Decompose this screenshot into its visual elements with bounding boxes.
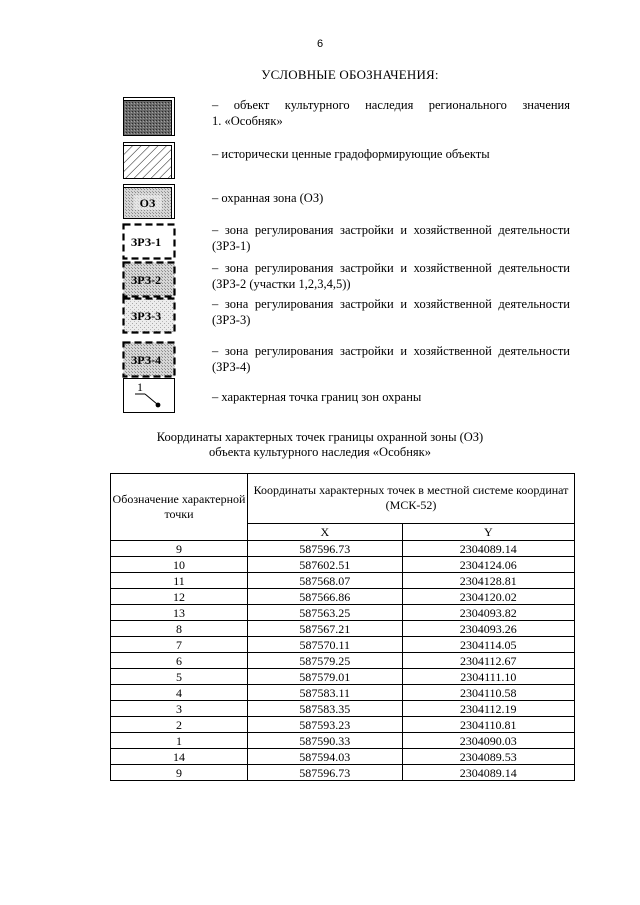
table-row [111, 669, 575, 685]
cell-y: 2304120.02 [402, 589, 574, 605]
zrz-4-label: ЗРЗ-4 [130, 353, 162, 367]
legend-text: (ЗРЗ-2 (участки 1,2,3,4,5)) [212, 277, 351, 291]
legend-text: – зона регулирования застройки и хозяйственной деятельности [212, 223, 570, 237]
table-row [111, 765, 575, 781]
cell-y: 2304112.19 [402, 701, 574, 717]
header-x: X [248, 523, 403, 540]
cell-point: 14 [111, 749, 248, 765]
cell-point: 9 [111, 765, 248, 781]
table-row [111, 749, 575, 765]
legend-text: – зона регулирования застройки и хозяйственной деятельности [212, 297, 570, 311]
cell-point: 10 [111, 557, 248, 573]
zrz-1-symbol [120, 221, 178, 261]
table-row [111, 621, 575, 637]
legend-text: (ЗРЗ-3) [212, 313, 251, 327]
cell-x: 587593.23 [248, 717, 403, 733]
cell-point: 5 [111, 669, 248, 685]
table-row [111, 717, 575, 733]
table-row [111, 637, 575, 653]
cell-y: 2304110.58 [402, 685, 574, 701]
boundary-point-symbol [120, 377, 178, 415]
cell-x: 587602.51 [248, 557, 403, 573]
legend-text: – охранная зона (ОЗ) [212, 191, 324, 205]
cell-point: 8 [111, 621, 248, 637]
cell-point: 4 [111, 685, 248, 701]
protection-zone-symbol [120, 183, 178, 221]
cell-y: 2304124.06 [402, 557, 574, 573]
cell-y: 2304089.53 [402, 749, 574, 765]
header-coords: Координаты характерных точек в местной системе координат (МСК-52) [248, 474, 575, 524]
cell-y: 2304112.67 [402, 653, 574, 669]
cell-point: 11 [111, 573, 248, 589]
zrz-1-label: ЗРЗ-1 [130, 235, 162, 249]
cell-x: 587579.01 [248, 669, 403, 685]
zrz-3-label: ЗРЗ-3 [130, 309, 162, 323]
table-row [111, 733, 575, 749]
zrz-3-symbol [120, 295, 178, 335]
coordinates-table-body [111, 541, 575, 781]
table-row [111, 701, 575, 717]
table-row [111, 557, 575, 573]
cell-point: 9 [111, 541, 248, 557]
cell-point: 7 [111, 637, 248, 653]
cell-point: 12 [111, 589, 248, 605]
legend-text: – характерная точка границ зон охраны [212, 390, 422, 404]
cell-x: 587596.73 [248, 765, 403, 781]
cell-point: 1 [111, 733, 248, 749]
zrz-2-label: ЗРЗ-2 [130, 273, 162, 287]
zrz-2-symbol [120, 259, 178, 299]
cell-y: 2304093.82 [402, 605, 574, 621]
cell-point: 2 [111, 717, 248, 733]
cell-x: 587596.73 [248, 541, 403, 557]
header-y: Y [402, 523, 574, 540]
header-point: Обозначение характерной точки [111, 474, 248, 541]
cell-y: 2304090.03 [402, 733, 574, 749]
table-row [111, 541, 575, 557]
cell-y: 2304110.81 [402, 717, 574, 733]
table-row [111, 685, 575, 701]
cell-x: 587590.33 [248, 733, 403, 749]
cell-x: 587570.11 [248, 637, 403, 653]
legend-text: – зона регулирования застройки и хозяйственной деятельности [212, 344, 570, 358]
legend-text: – зона регулирования застройки и хозяйственной деятельности [212, 261, 570, 275]
coordinates-table [110, 473, 575, 781]
table-row [111, 653, 575, 669]
cell-y: 2304128.81 [402, 573, 574, 589]
legend-text: 1. «Особняк» [212, 114, 283, 128]
legend-title: УСЛОВНЫЕ ОБОЗНАЧЕНИЯ: [261, 67, 439, 82]
cell-point: 6 [111, 653, 248, 669]
table-row [111, 573, 575, 589]
cell-x: 587566.86 [248, 589, 403, 605]
cell-y: 2304089.14 [402, 541, 574, 557]
legend-text: – объект культурного наследия регионального значения [212, 98, 570, 112]
cell-point: 3 [111, 701, 248, 717]
cell-y: 2304111.10 [402, 669, 574, 685]
legend-text: (ЗРЗ-4) [212, 360, 251, 374]
table-row [111, 589, 575, 605]
cell-y: 2304093.26 [402, 621, 574, 637]
cell-x: 587568.07 [248, 573, 403, 589]
coordinates-title [0, 430, 640, 460]
cell-x: 587563.25 [248, 605, 403, 621]
boundary-point-dot [156, 403, 161, 408]
page-number: 6 [316, 38, 324, 50]
cell-y: 2304089.14 [402, 765, 574, 781]
legend-text: – исторически ценные градоформирующие объекты [212, 147, 490, 161]
cell-x: 587567.21 [248, 621, 403, 637]
cell-y: 2304114.05 [402, 637, 574, 653]
legend-text: (ЗРЗ-1) [212, 239, 251, 253]
zrz-4-symbol [120, 339, 178, 379]
cell-x: 587583.11 [248, 685, 403, 701]
cell-x: 587594.03 [248, 749, 403, 765]
cell-x: 587583.35 [248, 701, 403, 717]
coordinates-title-line2: объекта культурного наследия «Особняк» [208, 445, 432, 459]
table-row [111, 605, 575, 621]
heritage-object-symbol [120, 96, 178, 138]
oz-label: ОЗ [139, 196, 156, 210]
cell-point: 13 [111, 605, 248, 621]
boundary-point-label: 1 [137, 380, 143, 394]
coordinates-title-line1: Координаты характерных точек границы охранной зоны (ОЗ) [156, 430, 484, 444]
cell-x: 587579.25 [248, 653, 403, 669]
historic-objects-symbol [120, 141, 178, 181]
